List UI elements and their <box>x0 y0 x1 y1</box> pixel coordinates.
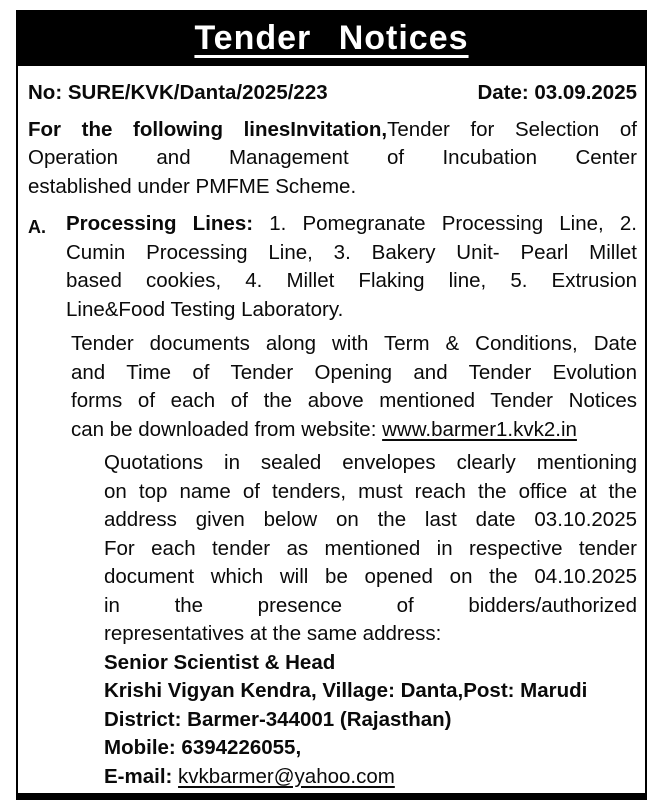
reference-number: No: SURE/KVK/Danta/2025/223 <box>28 81 328 104</box>
text-line: on top name of tenders, must reach the office at the <box>104 479 637 503</box>
text-line <box>71 416 637 445</box>
bottom-rule <box>18 793 645 800</box>
contact-block <box>104 649 637 792</box>
text-line: Line&Food Testing Laboratory. <box>66 297 344 321</box>
text-line: Cumin Processing Line, 3. Bakery Unit- Pearl Millet <box>66 240 637 264</box>
text-line: forms of each of the above mentioned Tender Notices <box>71 389 637 412</box>
contact-district: District: Barmer-344001 (Rajasthan) <box>104 707 452 731</box>
quotations-paragraph <box>104 449 637 649</box>
intro-bold-text: For the following linesInvitation, <box>28 117 388 141</box>
contact-address: Krishi Vigyan Kendra, Village: Danta,Post: Marudi <box>104 679 588 702</box>
intro-paragraph <box>28 116 637 202</box>
text-line <box>66 210 637 239</box>
email-label: E-mail: <box>104 764 179 788</box>
text-line: For each tender as mentioned in respective tender <box>104 536 637 560</box>
contact-name: Senior Scientist & Head <box>104 650 336 674</box>
text-line <box>28 116 637 145</box>
email-link[interactable]: kvkbarmer@yahoo.com <box>178 764 395 788</box>
text-line: Quotations in sealed envelopes clearly mentioning <box>104 451 637 474</box>
processing-lines-label: Processing Lines: <box>66 212 254 235</box>
text-line: established under PMFME Scheme. <box>28 174 357 198</box>
title-bar <box>18 10 645 66</box>
text-line: and Time of Tender Opening and Tender Evolution <box>71 360 637 384</box>
notice-date: Date: 03.09.2025 <box>477 81 637 104</box>
text-line: Tender documents along with Term & Conditions, Date <box>71 332 637 355</box>
tender-docs-paragraph <box>71 330 637 444</box>
processing-lines-item <box>28 210 637 324</box>
text-line: address given below on the last date 03.10.2025 <box>104 508 637 531</box>
contact-mobile: Mobile: 6394226055, <box>104 736 302 759</box>
intro-rest-text: Tender for Selection of <box>387 117 638 141</box>
reference-line <box>28 79 637 108</box>
text-line: document which will be opened on the 04.10.2025 <box>104 565 637 588</box>
page-title: Tender Notices <box>194 18 469 57</box>
text-line: representatives at the same address: <box>104 622 442 645</box>
text-line: in the presence of bidders/authorized <box>104 593 637 617</box>
notice-frame <box>16 10 647 800</box>
website-link[interactable]: www.barmer1.kvk2.in <box>382 417 577 441</box>
contact-email-line <box>104 763 637 792</box>
processing-lines-text: 1. Pomegranate Processing Line, 2. <box>253 212 637 235</box>
item-marker: A. <box>28 217 46 237</box>
download-text: can be downloaded from website: <box>71 417 383 441</box>
notice-body <box>18 66 645 793</box>
text-line: Operation and Management of Incubation Center <box>28 146 637 169</box>
item-text <box>66 210 637 324</box>
text-line: based cookies, 4. Millet Flaking line, 5. Extrusion <box>66 269 637 292</box>
